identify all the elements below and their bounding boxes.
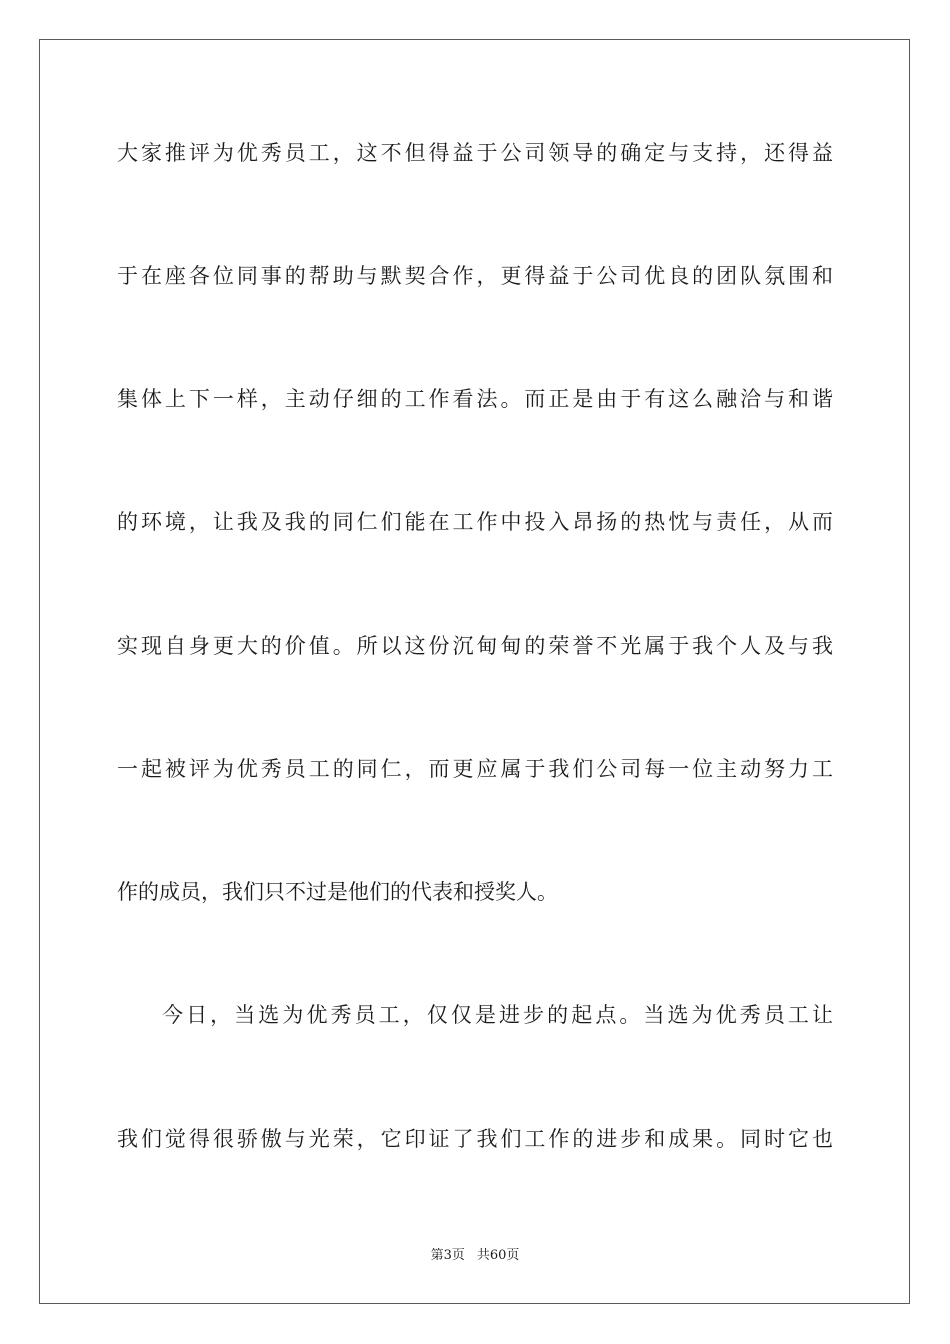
body-line-1: 大家推评为优秀员工，这不但得益于公司领导的确定与支持，还得益 (117, 141, 833, 165)
page-number: 第3页 (430, 1248, 465, 1263)
body-line-6: 一起被评为优秀员工的同仁，而更应属于我们公司每一位主动努力工 (117, 757, 833, 781)
page-frame (39, 39, 910, 1304)
body-line-7: 作的成员，我们只不过是他们的代表和授奖人。 (117, 880, 558, 904)
page-footer (0, 1247, 950, 1265)
page-total: 共60页 (476, 1248, 520, 1263)
body-line-4: 的环境，让我及我的同仁们能在工作中投入昂扬的热忱与责任，从而 (117, 510, 833, 534)
body-line-2: 于在座各位同事的帮助与默契合作，更得益于公司优良的团队氛围和 (117, 264, 833, 288)
body-line-3: 集体上下一样，主动仔细的工作看法。而正是由于有这么融洽与和谐 (117, 387, 833, 411)
body-line-9: 我们觉得很骄傲与光荣，它印证了我们工作的进步和成果。同时它也 (117, 1127, 833, 1151)
body-line-5: 实现自身更大的价值。所以这份沉甸甸的荣誉不光属于我个人及与我 (117, 634, 833, 658)
body-line-8: 今日，当选为优秀员工，仅仅是进步的起点。当选为优秀员工让 (162, 1003, 833, 1027)
